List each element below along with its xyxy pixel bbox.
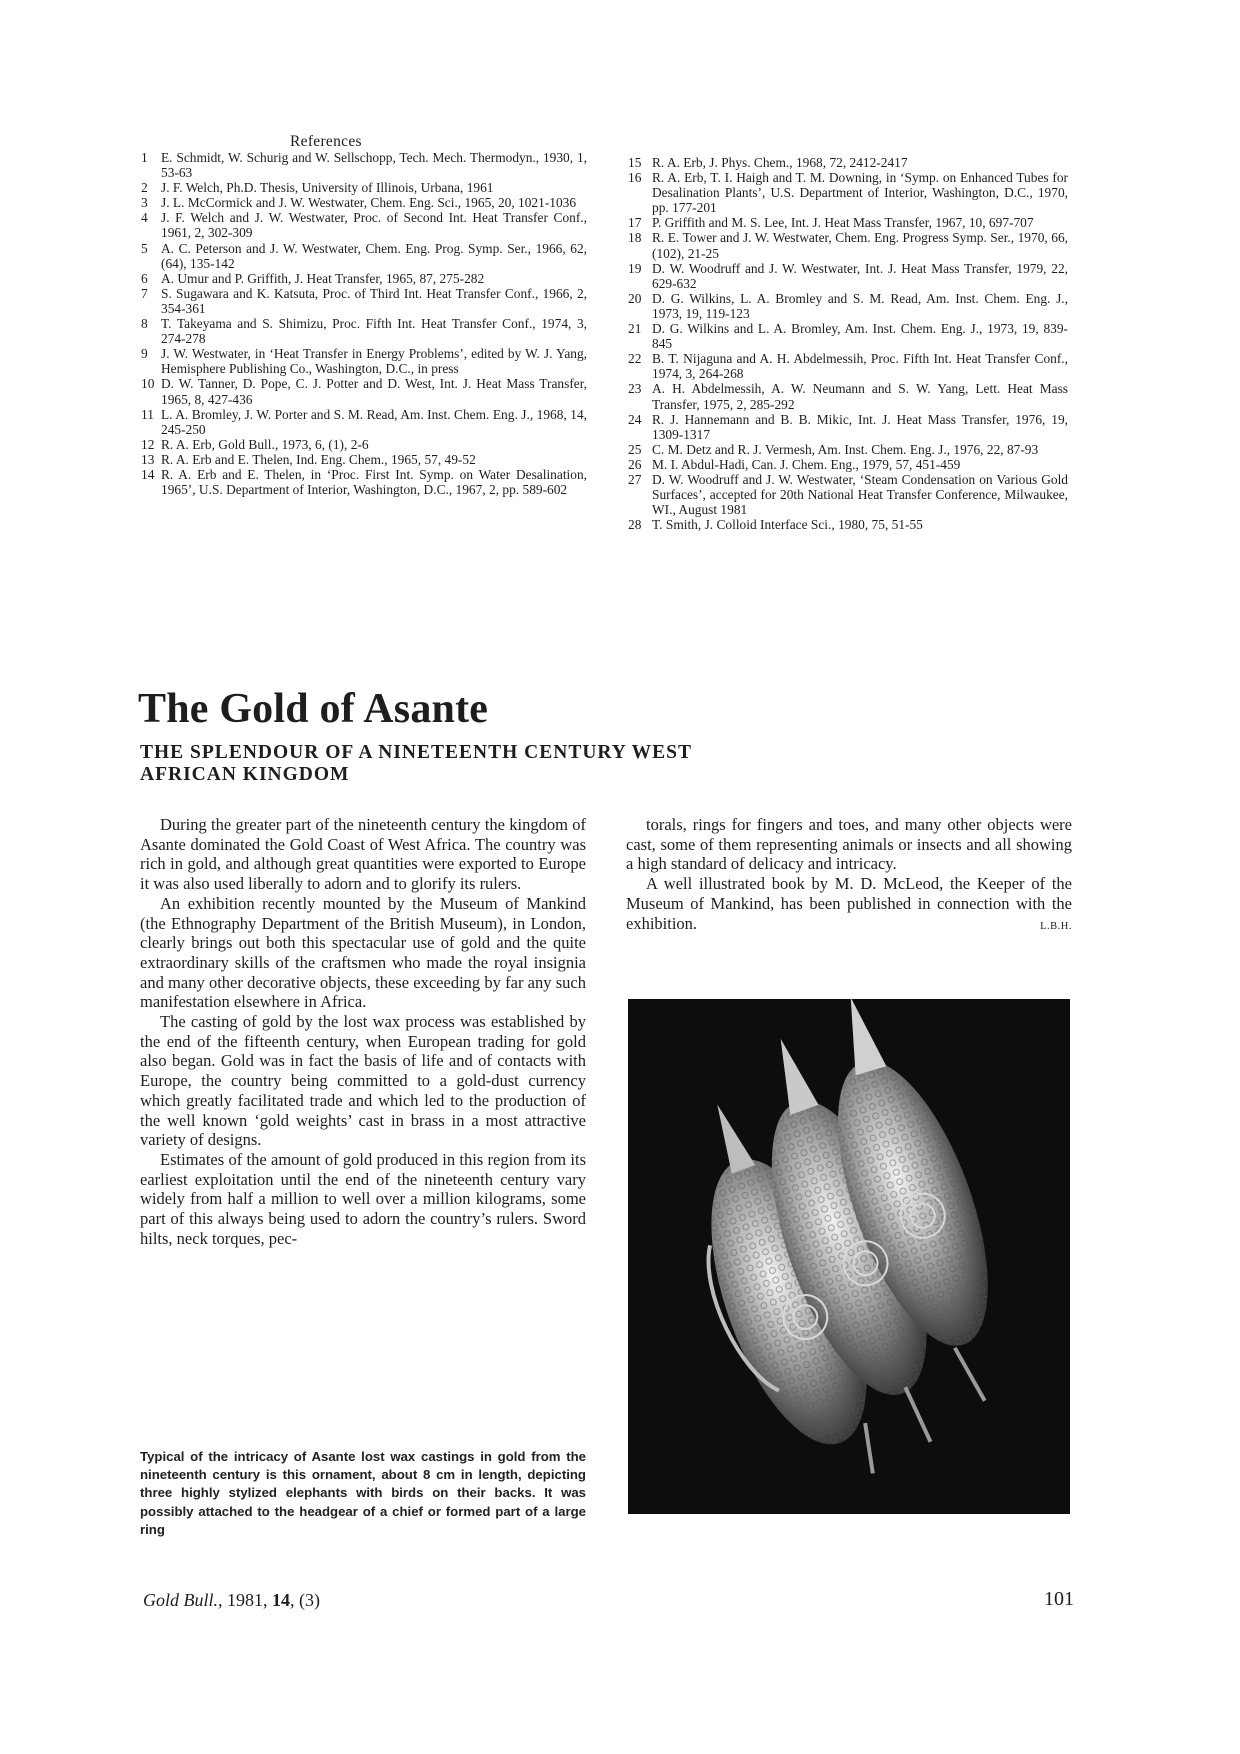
body-paragraph: During the greater part of the nineteenth century the kingdom of Asante dominated the Gold Coast of West Africa. The country was rich in gold, and although great quantities were exported to Europe it was also used liberally to adorn and to glorify its rulers. [140, 815, 586, 894]
reference-item: 12 R. A. Erb, Gold Bull., 1973, 6, (1), 2-6 [141, 436, 369, 452]
reference-item: 6 A. Umur and P. Griffith, J. Heat Transfer, 1965, 87, 275-282 [141, 270, 485, 286]
reference-item: 27 D. W. Woodruff and J. W. Westwater, ‘Steam Condensation on Various Gold Surfaces’, accepted for 20th National Heat Transfer Conference, Milwaukee, WI., August 1981 [628, 471, 1068, 518]
body-paragraph: torals, rings for fingers and toes, and many other objects were cast, some of them representing animals or insects and all showing a high standard of delicacy and intricacy. [626, 815, 1072, 874]
figure-caption: Typical of the intricacy of Asante lost wax castings in gold from the nineteenth century is this ornament, about 8 cm in length, depicting three highly stylized elephants with birds on their backs. It was possibly attached to the headgear of a chief or formed part of a large ring [140, 1449, 586, 1537]
body-paragraph: A well illustrated book by M. D. McLeod, the Keeper of the Museum of Mankind, has been published in connection with the exhibition. L.B.H. [626, 874, 1072, 933]
reference-item: 9 J. W. Westwater, in ‘Heat Transfer in Energy Problems’, edited by W. J. Yang, Hemisphere Publishing Co., Washington, D.C., in press [141, 346, 587, 377]
reference-item: 13 R. A. Erb and E. Thelen, Ind. Eng. Chem., 1965, 57, 49-52 [141, 451, 476, 467]
article-subtitle: THE SPLENDOUR OF A NINETEENTH CENTURY WEST AFRICAN KINGDOM [140, 742, 692, 785]
reference-item: 24 R. J. Hannemann and B. B. Mikic, Int. J. Heat Mass Transfer, 1976, 19, 1309-1317 [628, 411, 1068, 442]
article-body-right-column [626, 815, 1072, 936]
reference-item: 4 J. F. Welch and J. W. Westwater, Proc. of Second Int. Heat Transfer Conf., 1961, 2, 302-309 [141, 210, 587, 241]
reference-item: 19 D. W. Woodruff and J. W. Westwater, Int. J. Heat Mass Transfer, 1979, 22, 629-632 [628, 260, 1068, 291]
body-paragraph: The casting of gold by the lost wax process was established by the end of the fifteenth century, when European trading for gold also began. Gold was in fact the basis of life and of contacts with Europe, the country being committed to a gold-dust currency which greatly facilitated trade and which led to the production of the well known ‘gold weights’ cast in brass in a most attractive variety of designs. [140, 1012, 586, 1150]
article-title: The Gold of Asante [138, 686, 489, 732]
gold-ornament-photo [628, 999, 1070, 1514]
reference-item: 21 D. G. Wilkins and L. A. Bromley, Am. Inst. Chem. Eng. J., 1973, 19, 839-845 [628, 321, 1068, 352]
reference-item: 1 E. Schmidt, W. Schurig and W. Sellschopp, Tech. Mech. Thermodyn., 1930, 1, 53-63 [141, 150, 587, 181]
reference-item: 22 B. T. Nijaguna and A. H. Abdelmessih, Proc. Fifth Int. Heat Transfer Conf., 1974, 3, 264-268 [628, 351, 1068, 382]
reference-item: 3 J. L. McCormick and J. W. Westwater, Chem. Eng. Sci., 1965, 20, 1021-1036 [141, 195, 577, 211]
body-paragraph: An exhibition recently mounted by the Museum of Mankind (the Ethnography Department of the British Museum), in London, clearly brings out both this spectacular use of gold and the quite extraordinary skills of the craftsmen who made the royal insignia and many other decorative objects, these exceeding by far any such manifestation elsewhere in Africa. [140, 893, 586, 1012]
reference-item: 23 A. H. Abdelmessih, A. W. Neumann and S. W. Yang, Lett. Heat Mass Transfer, 1975, 2, 285-292 [628, 381, 1068, 412]
reference-item: 16 R. A. Erb, T. I. Haigh and T. M. Downing, in ‘Symp. on Enhanced Tubes for Desalination Plants’, U.S. Department of Interior, Washington, D.C., 1970, pp. 177-201 [628, 170, 1068, 216]
reference-item: 28 T. Smith, J. Colloid Interface Sci., 1980, 75, 51-55 [628, 517, 923, 533]
reference-item: 17 P. Griffith and M. S. Lee, Int. J. Heat Mass Transfer, 1967, 10, 697-707 [628, 215, 1034, 231]
references-left-column [141, 150, 587, 497]
page-number: 101 [1044, 1588, 1074, 1610]
reference-item: 7 S. Sugawara and K. Katsuta, Proc. of Third Int. Heat Transfer Conf., 1966, 2, 354-361 [141, 285, 587, 316]
reference-item: 20 D. G. Wilkins, L. A. Bromley and S. M. Read, Am. Inst. Chem. Eng. J., 1973, 19, 119-123 [628, 290, 1068, 321]
reference-item: 14 R. A. Erb and E. Thelen, in ‘Proc. First Int. Symp. on Water Desalination, 1965’, U.S. Department of Interior, Washington, D.C., 1967, 2, pp. 589-602 [141, 466, 587, 498]
reference-item: 11 L. A. Bromley, J. W. Porter and S. M. Read, Am. Inst. Chem. Eng. J., 1968, 14, 245-250 [141, 406, 587, 437]
reference-item: 8 T. Takeyama and S. Shimizu, Proc. Fifth Int. Heat Transfer Conf., 1974, 3, 274-278 [141, 316, 587, 347]
body-paragraph: Estimates of the amount of gold produced in this region from its earliest exploitation until the end of the nineteenth century vary widely from half a million to well over a million kilograms, some part of this always being used to adorn the country’s rulers. Sword hilts, neck torques, pec- [140, 1149, 586, 1248]
reference-item: 10 D. W. Tanner, D. Pope, C. J. Potter and D. West, Int. J. Heat Mass Transfer, 1965, 8, 427-436 [141, 376, 587, 407]
reference-item: 18 R. E. Tower and J. W. Westwater, Chem. Eng. Progress Symp. Ser., 1970, 66, (102), 21-25 [628, 230, 1068, 261]
article-body-left-column [140, 815, 586, 1248]
reference-item: 5 A. C. Peterson and J. W. Westwater, Chem. Eng. Prog. Symp. Ser., 1966, 62, (64), 135-142 [141, 240, 587, 271]
author-initials: L.B.H. [1040, 920, 1072, 932]
gold-ornament-illustration [628, 999, 1070, 1514]
reference-item: 15 R. A. Erb, J. Phys. Chem., 1968, 72, 2412-2417 [628, 155, 908, 170]
reference-item: 26 M. I. Abdul-Hadi, Can. J. Chem. Eng., 1979, 57, 451-459 [628, 456, 961, 472]
references-right-column [628, 155, 1068, 532]
footer-citation: Gold Bull., 1981, 14, (3) [143, 1590, 320, 1610]
reference-item: 2 J. F. Welch, Ph.D. Thesis, University of Illinois, Urbana, 1961 [141, 180, 494, 196]
reference-item: 25 C. M. Detz and R. J. Vermesh, Am. Inst. Chem. Eng. J., 1976, 22, 87-93 [628, 441, 1039, 457]
references-heading: References [290, 133, 362, 150]
